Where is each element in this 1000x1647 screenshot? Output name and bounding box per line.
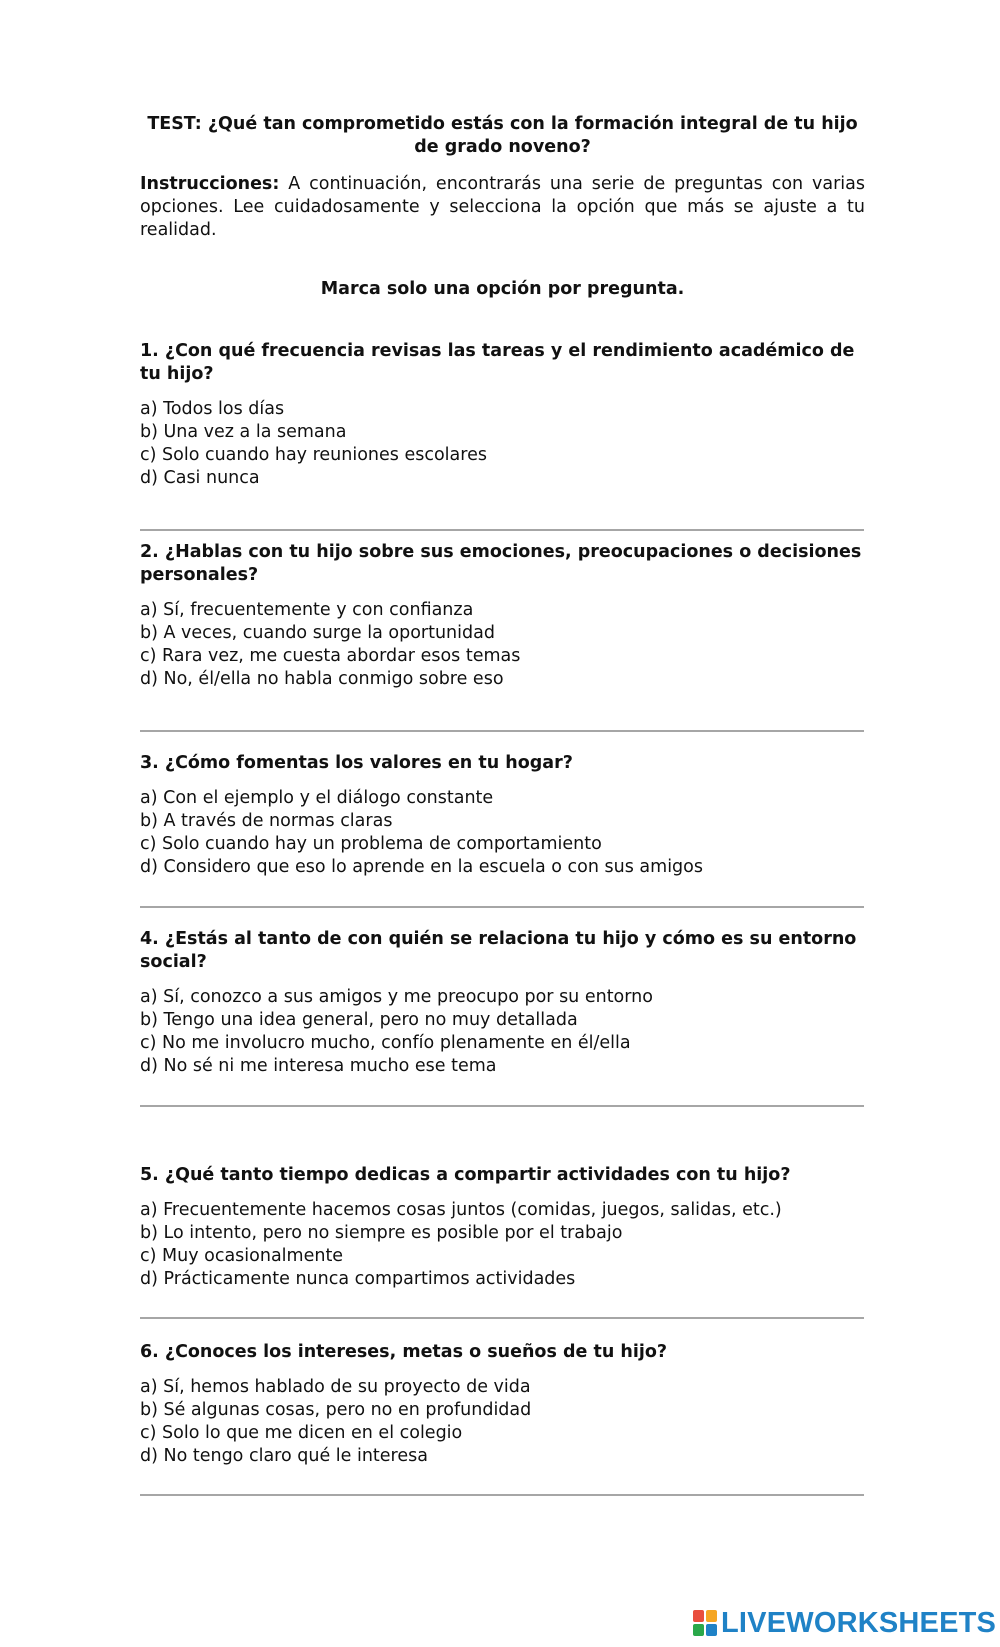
- logo-square-orange: [706, 1610, 717, 1622]
- divider: [140, 1105, 864, 1107]
- question-1-option-a[interactable]: a) Todos los días: [140, 399, 285, 419]
- divider: [140, 1494, 864, 1496]
- question-3-option-b[interactable]: b) A través de normas claras: [140, 811, 393, 831]
- instructions-label: Instrucciones:: [140, 174, 280, 194]
- brand-name: LIVEWORKSHEETS: [721, 1606, 997, 1639]
- question-5: [140, 1164, 865, 1291]
- question-4: [140, 928, 865, 1078]
- question-6-option-b[interactable]: b) Sé algunas cosas, pero no en profundidad: [140, 1400, 532, 1420]
- divider: [140, 1317, 864, 1319]
- question-5-text: 5. ¿Qué tanto tiempo dedicas a compartir actividades con tu hijo?: [140, 1165, 791, 1185]
- question-3-options: [140, 787, 865, 879]
- page-title: TEST: ¿Qué tan comprometido estás con la formación integral de tu hijo de grado noveno?: [147, 114, 858, 157]
- question-4-option-b[interactable]: b) Tengo una idea general, pero no muy detallada: [140, 1010, 578, 1030]
- question-4-option-d[interactable]: d) No sé ni me interesa mucho ese tema: [140, 1056, 497, 1076]
- question-3: [140, 752, 865, 879]
- question-5-option-b[interactable]: b) Lo intento, pero no siempre es posible por el trabajo: [140, 1223, 623, 1243]
- question-1-options: [140, 398, 865, 490]
- question-6-option-a[interactable]: a) Sí, hemos hablado de su proyecto de vida: [140, 1377, 531, 1397]
- question-6-option-c[interactable]: c) Solo lo que me dicen en el colegio: [140, 1423, 463, 1443]
- question-1-option-d[interactable]: d) Casi nunca: [140, 468, 260, 488]
- question-4-options: [140, 986, 865, 1078]
- divider: [140, 529, 864, 531]
- question-6-options: [140, 1376, 865, 1468]
- instructions: [140, 173, 865, 242]
- liveworksheets-logo[interactable]: [693, 1606, 996, 1640]
- question-2-text: 2. ¿Hablas con tu hijo sobre sus emociones, preocupaciones o decisiones personales?: [140, 542, 862, 585]
- question-2-option-b[interactable]: b) A veces, cuando surge la oportunidad: [140, 623, 495, 643]
- question-3-option-c[interactable]: c) Solo cuando hay un problema de comportamiento: [140, 834, 602, 854]
- question-3-option-a[interactable]: a) Con el ejemplo y el diálogo constante: [140, 788, 494, 808]
- question-1-option-c[interactable]: c) Solo cuando hay reuniones escolares: [140, 445, 487, 465]
- divider: [140, 730, 864, 732]
- logo-square-blue: [706, 1624, 717, 1636]
- question-4-text: 4. ¿Estás al tanto de con quién se relaciona tu hijo y cómo es su entorno social?: [140, 929, 857, 972]
- question-3-option-d[interactable]: d) Considero que eso lo aprende en la escuela o con sus amigos: [140, 857, 703, 877]
- question-2-option-d[interactable]: d) No, él/ella no habla conmigo sobre eso: [140, 669, 504, 689]
- question-6-option-d[interactable]: d) No tengo claro qué le interesa: [140, 1446, 428, 1466]
- question-5-option-d[interactable]: d) Prácticamente nunca compartimos actividades: [140, 1269, 576, 1289]
- question-1: [140, 340, 865, 490]
- question-1-option-b[interactable]: b) Una vez a la semana: [140, 422, 347, 442]
- question-1-text: 1. ¿Con qué frecuencia revisas las tareas y el rendimiento académico de tu hijo?: [140, 341, 855, 384]
- liveworksheets-logo-icon: [693, 1610, 717, 1636]
- question-3-text: 3. ¿Cómo fomentas los valores en tu hogar?: [140, 753, 573, 773]
- question-2: [140, 541, 865, 691]
- instructions-text: A continuación, encontrarás una serie de preguntas con varias opciones. Lee cuidadosamente y selecciona la opción que más se ajuste a tu realidad.: [140, 174, 865, 240]
- question-6: [140, 1341, 865, 1468]
- question-4-option-a[interactable]: a) Sí, conozco a sus amigos y me preocupo por su entorno: [140, 987, 653, 1007]
- question-4-option-c[interactable]: c) No me involucro mucho, confío plenamente en él/ella: [140, 1033, 631, 1053]
- question-6-text: 6. ¿Conoces los intereses, metas o sueños de tu hijo?: [140, 1342, 667, 1362]
- question-5-option-a[interactable]: a) Frecuentemente hacemos cosas juntos (comidas, juegos, salidas, etc.): [140, 1200, 782, 1220]
- question-2-option-c[interactable]: c) Rara vez, me cuesta abordar esos temas: [140, 646, 521, 666]
- logo-square-green: [693, 1624, 704, 1636]
- question-5-option-c[interactable]: c) Muy ocasionalmente: [140, 1246, 344, 1266]
- question-2-options: [140, 599, 865, 691]
- logo-square-red: [693, 1610, 704, 1622]
- mark-one-note: Marca solo una opción por pregunta.: [320, 279, 685, 299]
- question-5-options: [140, 1199, 865, 1291]
- divider: [140, 906, 864, 908]
- question-2-option-a[interactable]: a) Sí, frecuentemente y con confianza: [140, 600, 474, 620]
